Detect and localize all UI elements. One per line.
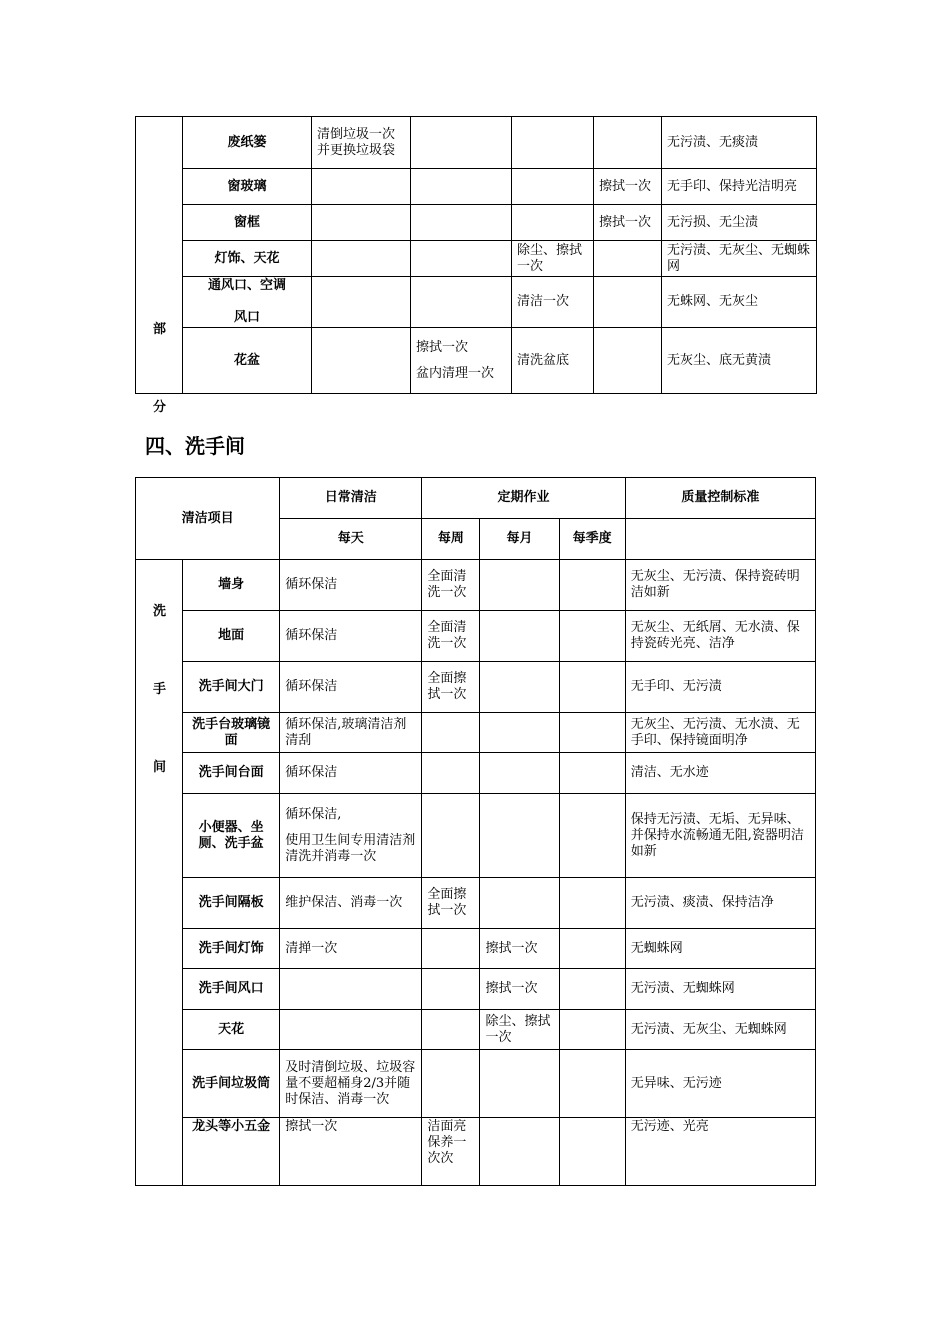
table-row [136, 1118, 816, 1186]
standard-cell: 无污迹、光亮 [625, 1118, 815, 1186]
weekly-cell [422, 794, 480, 878]
header-periodic-group: 定期作业 [422, 478, 625, 519]
daily-cell: 清掸一次 [280, 929, 422, 969]
table-row [136, 713, 816, 753]
header-standard-sub [625, 519, 815, 560]
table-row [136, 662, 816, 713]
item-cell: 洗手间隔板 [183, 878, 280, 929]
standard-cell: 无灰尘、无纸屑、无水渍、保持瓷砖光亮、洁净 [625, 611, 815, 662]
restroom-table [135, 477, 816, 1186]
header-item: 清洁项目 [136, 478, 280, 560]
table-row [136, 1050, 816, 1118]
standard-cell: 无蜘蛛网 [625, 929, 815, 969]
item-cell: 洗手间大门 [183, 662, 280, 713]
item-cell: 花盆 [183, 328, 312, 394]
weekly-cell: 洁面亮保养一次次 [422, 1118, 480, 1186]
header-weekly: 每周 [422, 519, 480, 560]
table-row [136, 878, 816, 929]
header-monthly: 每月 [480, 519, 559, 560]
weekly-cell [422, 1010, 480, 1050]
daily-cell: 循环保洁 [280, 560, 422, 611]
table-row [136, 169, 817, 205]
daily-cell [312, 328, 411, 394]
item-cell: 洗手间垃圾筒 [183, 1050, 280, 1118]
monthly-cell [480, 1118, 559, 1186]
standard-cell: 无手印、保持光洁明亮 [662, 169, 817, 205]
daily-cell [312, 241, 411, 277]
weekly-cell [422, 929, 480, 969]
section-side-char: 间 [153, 760, 167, 775]
item-cell: 洗手间台面 [183, 753, 280, 794]
item-cell: 天花 [183, 1010, 280, 1050]
monthly-cell: 擦拭一次 [480, 929, 559, 969]
section3-table [135, 116, 817, 394]
weekly-cell: 全面清洗一次 [422, 560, 480, 611]
weekly-cell [422, 753, 480, 794]
standard-cell: 无灰尘、无污渍、保持瓷砖明洁如新 [625, 560, 815, 611]
quarterly-cell [559, 662, 625, 713]
weekly-cell [422, 1050, 480, 1118]
daily-cell: 循环保洁,玻璃清洁剂清刮 [280, 713, 422, 753]
item-cell: 地面 [183, 611, 280, 662]
header-standard: 质量控制标准 [625, 478, 815, 519]
standard-cell: 清洁、无水迹 [625, 753, 815, 794]
daily-cell [312, 277, 411, 328]
section-heading: 四、洗手间 [145, 434, 245, 458]
section-side-cell [136, 117, 183, 394]
section-side-char: 部 [153, 322, 167, 337]
monthly-cell: 擦拭一次 [480, 969, 559, 1010]
item-cell [183, 277, 312, 328]
standard-cell: 无污损、无尘渍 [662, 205, 817, 241]
header-quarterly: 每季度 [559, 519, 625, 560]
item-cell: 窗玻璃 [183, 169, 312, 205]
section-side-char: 手 [153, 682, 167, 697]
weekly-cell: 全面擦拭一次 [422, 662, 480, 713]
table-row [136, 929, 816, 969]
section-side-cell [136, 560, 183, 1186]
monthly-cell [512, 117, 594, 169]
daily-cell: 循环保洁 [280, 662, 422, 713]
section-side-char: 洗 [153, 604, 167, 619]
section-side-char: 分 [153, 400, 167, 415]
daily-line: 使用卫生间专用清洁剂清洗并消毒一次 [285, 832, 416, 864]
standard-cell: 无灰尘、无污渍、无水渍、无手印、保持镜面明净 [625, 713, 815, 753]
standard-cell: 保持无污渍、无垢、无异味、并保持水流畅通无阻,瓷器明洁如新 [625, 794, 815, 878]
quarterly-cell [559, 560, 625, 611]
table-row [136, 277, 817, 328]
item-cell: 墙身 [183, 560, 280, 611]
header-daily-group: 日常清洁 [280, 478, 422, 519]
monthly-cell [480, 1050, 559, 1118]
table-row [136, 969, 816, 1010]
quarterly-cell [594, 117, 662, 169]
standard-cell: 无异味、无污迹 [625, 1050, 815, 1118]
weekly-cell: 全面擦拭一次 [422, 878, 480, 929]
daily-cell [280, 794, 422, 878]
monthly-cell: 除尘、擦拭一次 [480, 1010, 559, 1050]
monthly-cell [480, 753, 559, 794]
table-row [136, 560, 816, 611]
item-cell: 灯饰、天花 [183, 241, 312, 277]
standard-cell: 无污渍、无蜘蛛网 [625, 969, 815, 1010]
table-row [136, 205, 817, 241]
quarterly-cell [594, 241, 662, 277]
weekly-cell [411, 169, 512, 205]
quarterly-cell [559, 929, 625, 969]
table-row [136, 117, 817, 169]
quarterly-cell [594, 277, 662, 328]
monthly-cell: 清洁一次 [512, 277, 594, 328]
monthly-cell [480, 611, 559, 662]
quarterly-cell [559, 1010, 625, 1050]
weekly-cell [411, 205, 512, 241]
quarterly-cell [594, 328, 662, 394]
daily-cell [312, 205, 411, 241]
daily-cell: 循环保洁 [280, 611, 422, 662]
weekly-cell: 全面清洗一次 [422, 611, 480, 662]
monthly-cell [512, 205, 594, 241]
monthly-cell [480, 713, 559, 753]
standard-cell: 无灰尘、底无黄渍 [662, 328, 817, 394]
daily-cell: 循环保洁 [280, 753, 422, 794]
table-row [136, 241, 817, 277]
quarterly-cell [559, 878, 625, 929]
item-cell: 废纸篓 [183, 117, 312, 169]
standard-cell: 无污渍、无灰尘、无蜘蛛网 [662, 241, 817, 277]
table-row [136, 753, 816, 794]
daily-cell: 清倒垃圾一次并更换垃圾袋 [312, 117, 411, 169]
quarterly-cell [559, 969, 625, 1010]
item-cell: 洗手间风口 [183, 969, 280, 1010]
quarterly-cell [559, 794, 625, 878]
quarterly-cell [559, 713, 625, 753]
standard-cell: 无污渍、痰渍、保持洁净 [625, 878, 815, 929]
table-row [136, 1010, 816, 1050]
monthly-cell: 清洗盆底 [512, 328, 594, 394]
monthly-cell [480, 662, 559, 713]
header-row [136, 478, 816, 519]
table-row [136, 328, 817, 394]
weekly-line: 擦拭一次 [416, 339, 469, 355]
weekly-cell [422, 969, 480, 1010]
item-cell: 窗框 [183, 205, 312, 241]
weekly-line: 盆内清理一次 [416, 365, 495, 381]
monthly-cell [480, 794, 559, 878]
daily-cell: 维护保洁、消毒一次 [280, 878, 422, 929]
quarterly-cell: 擦拭一次 [594, 169, 662, 205]
standard-cell: 无手印、无污渍 [625, 662, 815, 713]
quarterly-cell [559, 1050, 625, 1118]
weekly-cell [411, 241, 512, 277]
item-cell: 洗手间灯饰 [183, 929, 280, 969]
weekly-cell [411, 277, 512, 328]
quarterly-cell [559, 1118, 625, 1186]
standard-cell: 无污渍、无灰尘、无蜘蛛网 [625, 1010, 815, 1050]
quarterly-cell [559, 611, 625, 662]
quarterly-cell [559, 753, 625, 794]
quarterly-cell: 擦拭一次 [594, 205, 662, 241]
monthly-cell: 除尘、擦拭一次 [512, 241, 594, 277]
daily-cell [280, 1010, 422, 1050]
daily-line: 循环保洁, [285, 806, 342, 822]
monthly-cell [480, 560, 559, 611]
daily-cell: 及时清倒垃圾、垃圾容量不要超桶身2/3并随时保洁、消毒一次 [280, 1050, 422, 1118]
standard-cell: 无污渍、无痰渍 [662, 117, 817, 169]
table-row [136, 794, 816, 878]
monthly-cell [512, 169, 594, 205]
item-line: 通风口、空调 [207, 278, 286, 293]
item-cell: 洗手台玻璃镜面 [183, 713, 280, 753]
daily-cell: 擦拭一次 [280, 1118, 422, 1186]
daily-cell [312, 169, 411, 205]
weekly-cell [411, 328, 512, 394]
item-cell: 龙头等小五金 [183, 1118, 280, 1186]
weekly-cell [422, 713, 480, 753]
daily-cell [280, 969, 422, 1010]
standard-cell: 无蛛网、无灰尘 [662, 277, 817, 328]
monthly-cell [480, 878, 559, 929]
table-row [136, 611, 816, 662]
weekly-cell [411, 117, 512, 169]
item-line: 风口 [233, 310, 260, 325]
item-cell: 小便器、坐厕、洗手盆 [183, 794, 280, 878]
header-daily: 每天 [280, 519, 422, 560]
